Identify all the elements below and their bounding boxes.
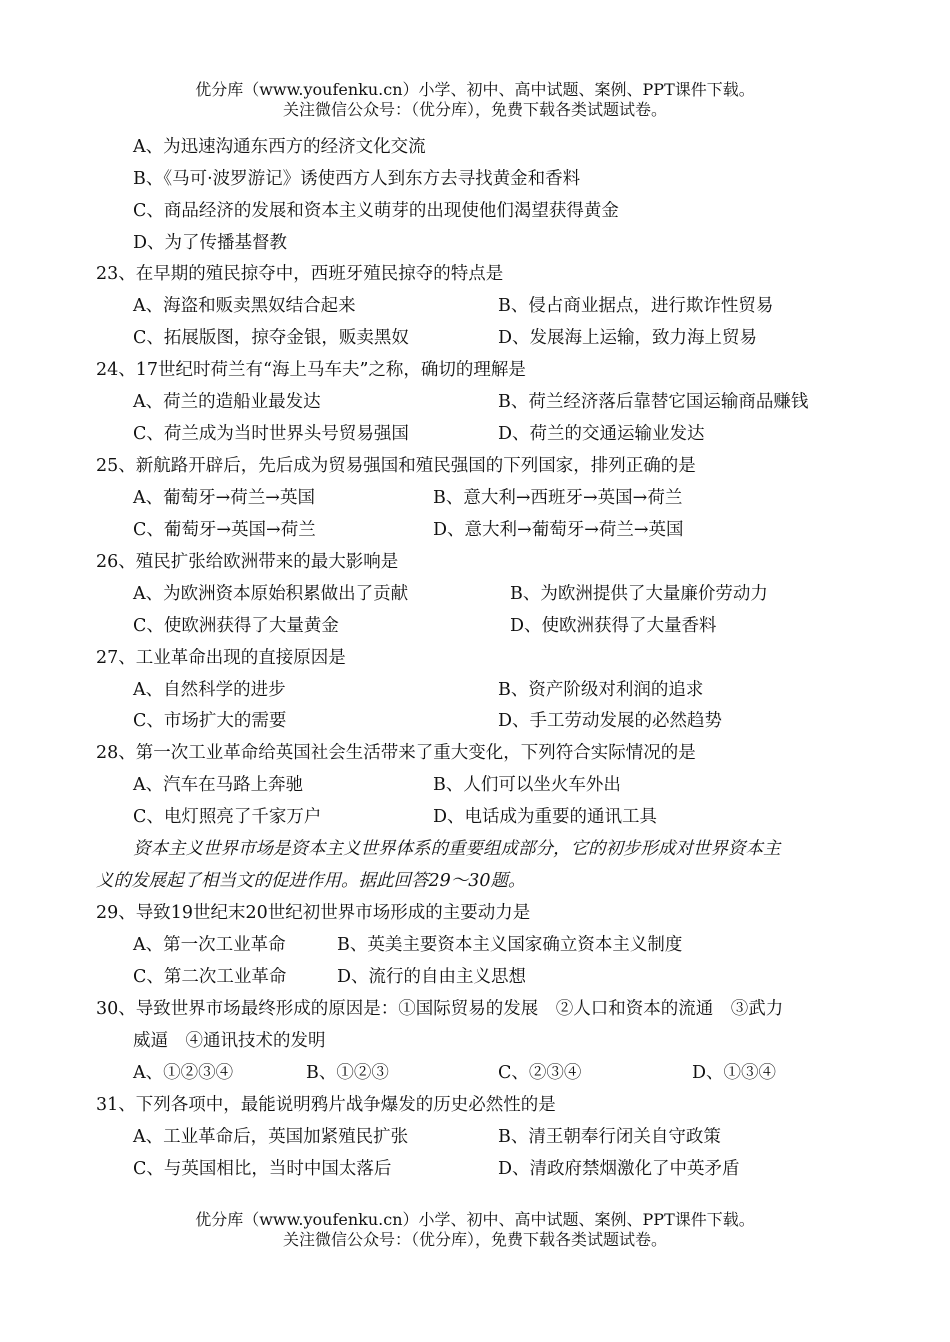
q23-option-a: A、海盗和贩卖黑奴结合起来 [133,296,356,316]
q29-option-d: D、流行的自由主义思想 [337,967,527,987]
q31-stem: 31、下列各项中，最能说明鸦片战争爆发的历史必然性的是 [96,1095,556,1115]
q23-option-c: C、拓展版图，掠夺金银，贩卖黑奴 [133,328,409,348]
q25-option-a: A、葡萄牙→荷兰→英国 [133,488,315,508]
q22-option-c: C、商品经济的发展和资本主义萌芽的出现使他们渴望获得黄金 [133,201,619,221]
q28-stem: 28、第一次工业革命给英国社会生活带来了重大变化，下列符合实际情况的是 [96,743,696,763]
q27-option-b: B、资产阶级对利润的追求 [498,680,704,700]
page-footer-line-1: 优分库（www.youfenku.cn）小学、初中、高中试题、案例、PPT课件下载。 [195,1210,755,1229]
q31-option-c: C、与英国相比，当时中国太落后 [133,1159,392,1179]
q28-option-d: D、电话成为重要的通讯工具 [433,807,658,827]
q29-stem: 29、导致19世纪末20世纪初世界市场形成的主要动力是 [96,903,531,923]
q25-option-b: B、意大利→西班牙→英国→荷兰 [433,488,683,508]
q24-option-b: B、荷兰经济落后靠替它国运输商品赚钱 [498,392,809,412]
passage-line-2: 义的发展起了相当文的促进作用。据此回答29～30题。 [96,871,526,891]
q31-option-a: A、工业革命后，英国加紧殖民扩张 [133,1127,409,1147]
q26-option-a: A、为欧洲资本原始积累做出了贡献 [133,584,409,604]
q30-option-c: C、②③④ [498,1063,582,1083]
q30-stem-line-1: 30、导致世界市场最终形成的原因是：①国际贸易的发展 ②人口和资本的流通 ③武力 [96,999,784,1019]
q24-option-d: D、荷兰的交通运输业发达 [498,424,705,444]
page-header-line-2: 关注微信公众号：（优分库），免费下载各类试题试卷。 [282,100,667,119]
q24-stem: 24、17世纪时荷兰有“海上马车夫”之称，确切的理解是 [96,360,526,380]
q23-option-b: B、侵占商业据点，进行欺诈性贸易 [498,296,774,316]
q27-stem: 27、工业革命出现的直接原因是 [96,648,346,668]
q30-option-b: B、①②③ [306,1063,389,1083]
q31-option-d: D、清政府禁烟激化了中英矛盾 [498,1159,740,1179]
q25-option-d: D、意大利→葡萄牙→荷兰→英国 [433,520,684,540]
q24-option-a: A、荷兰的造船业最发达 [133,392,321,412]
q29-option-c: C、第二次工业革命 [133,967,287,987]
q27-option-d: D、手工劳动发展的必然趋势 [498,711,723,731]
q28-option-b: B、人们可以坐火车外出 [433,775,621,795]
q22-option-d: D、为了传播基督教 [133,233,288,253]
q23-stem: 23、在早期的殖民掠夺中，西班牙殖民掠夺的特点是 [96,264,504,284]
q26-stem: 26、殖民扩张给欧洲带来的最大影响是 [96,552,399,572]
q31-option-b: B、清王朝奉行闭关自守政策 [498,1127,721,1147]
page-header-line-1: 优分库（www.youfenku.cn）小学、初中、高中试题、案例、PPT课件下载。 [195,80,755,99]
q30-stem-line-2: 威逼 ④通讯技术的发明 [133,1031,326,1051]
q22-option-b: B、《马可·波罗游记》诱使西方人到东方去寻找黄金和香料 [133,169,581,189]
q28-option-a: A、汽车在马路上奔驰 [133,775,304,795]
q29-option-b: B、英美主要资本主义国家确立资本主义制度 [337,935,683,955]
q27-option-a: A、自然科学的进步 [133,680,286,700]
q26-option-c: C、使欧洲获得了大量黄金 [133,616,339,636]
q25-option-c: C、葡萄牙→英国→荷兰 [133,520,316,540]
q23-option-d: D、发展海上运输，致力海上贸易 [498,328,758,348]
q24-option-c: C、荷兰成为当时世界头号贸易强国 [133,424,409,444]
q26-option-d: D、使欧洲获得了大量香料 [510,616,717,636]
q28-option-c: C、电灯照亮了千家万户 [133,807,322,827]
q29-option-a: A、第一次工业革命 [133,935,286,955]
q26-option-b: B、为欧洲提供了大量廉价劳动力 [510,584,768,604]
q27-option-c: C、市场扩大的需要 [133,711,287,731]
page-footer-line-2: 关注微信公众号：（优分库），免费下载各类试题试卷。 [282,1230,667,1249]
q25-stem: 25、新航路开辟后，先后成为贸易强国和殖民强国的下列国家，排列正确的是 [96,456,696,476]
passage-line-1: 资本主义世界市场是资本主义世界体系的重要组成部分，它的初步形成对世界资本主 [133,839,781,859]
q30-option-d: D、①③④ [692,1063,777,1083]
q22-option-a: A、为迅速沟通东西方的经济文化交流 [133,137,426,157]
q30-option-a: A、①②③④ [133,1063,234,1083]
